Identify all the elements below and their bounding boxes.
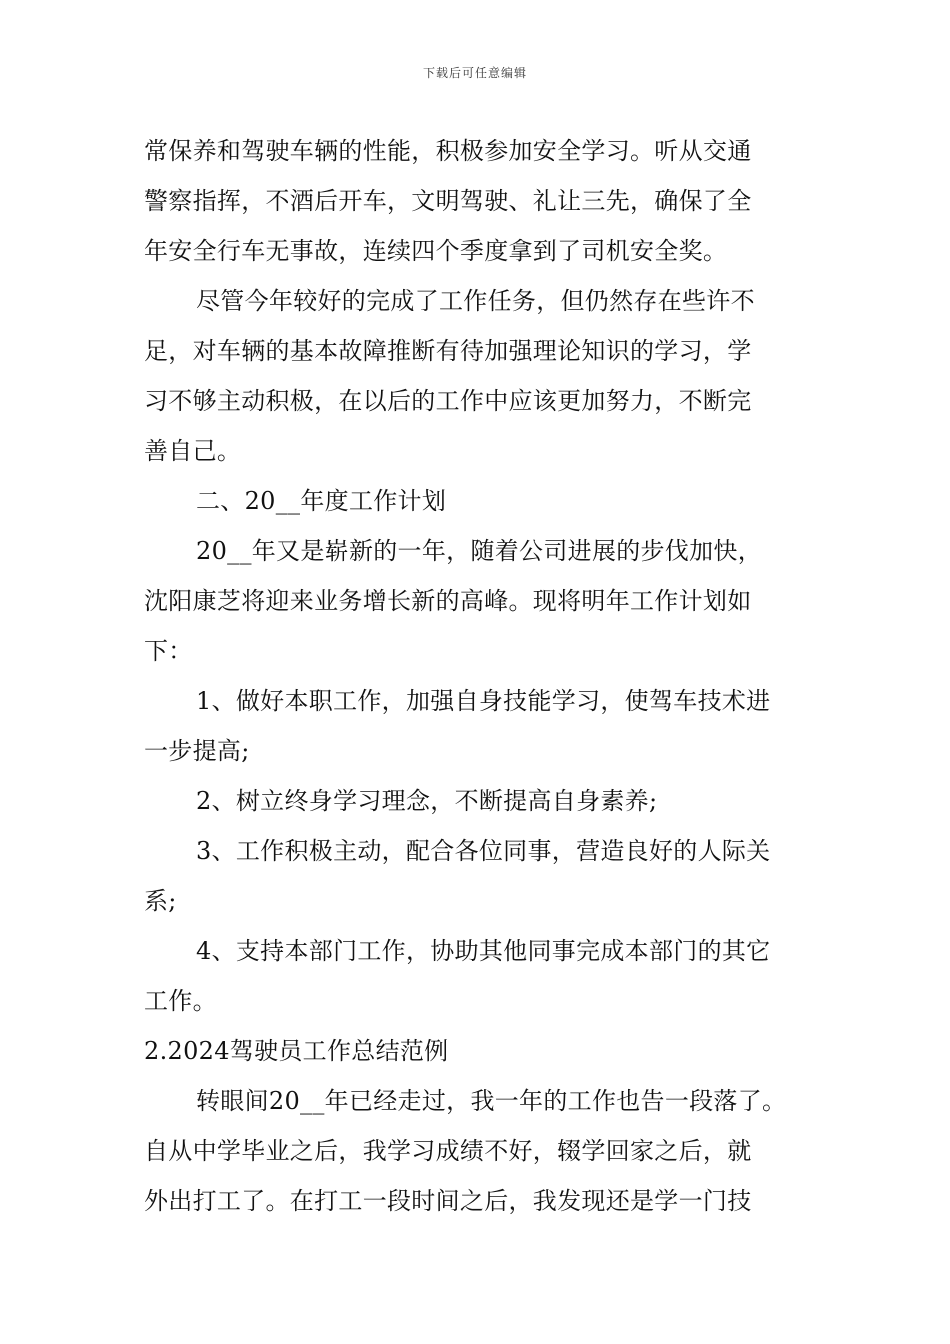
text-line: 习不够主动积极，在以后的工作中应该更加努力，不断完 <box>144 387 752 415</box>
page-header: 下载后可任意编辑 <box>422 66 527 80</box>
list-item: 4、支持本部门工作，协助其他同事完成本部门的其它 <box>196 937 771 965</box>
section-heading: 二、20__年度工作计划 <box>196 487 447 515</box>
text-line: 尽管今年较好的完成了工作任务，但仍然存在些许不 <box>196 287 755 315</box>
text-line: 常保养和驾驶车辆的性能，积极参加安全学习。听从交通 <box>144 137 752 165</box>
text-line: 善自己。 <box>144 437 242 465</box>
article-title: 2.2024驾驶员工作总结范例 <box>144 1037 449 1065</box>
text-line: 下： <box>144 637 193 665</box>
list-item: 1、做好本职工作，加强自身技能学习，使驾车技术进 <box>196 687 771 715</box>
text-line: 系; <box>144 887 177 915</box>
text-line: 年安全行车无事故，连续四个季度拿到了司机安全奖。 <box>144 237 728 265</box>
list-item: 3、工作积极主动，配合各位同事，营造良好的人际关 <box>196 837 771 865</box>
text-line: 外出打工了。在打工一段时间之后，我发现还是学一门技 <box>144 1187 752 1215</box>
list-item: 2、树立终身学习理念，不断提高自身素养; <box>196 787 658 815</box>
text-line: 20__年又是崭新的一年，随着公司进展的步伐加快， <box>196 537 763 565</box>
text-line: 自从中学毕业之后，我学习成绩不好，辍学回家之后，就 <box>144 1137 752 1165</box>
text-line: 沈阳康芝将迎来业务增长新的高峰。现将明年工作计划如 <box>144 587 752 615</box>
text-line: 足，对车辆的基本故障推断有待加强理论知识的学习，学 <box>144 337 752 365</box>
text-line: 一步提高; <box>144 737 250 765</box>
text-line: 工作。 <box>144 987 217 1015</box>
text-line: 转眼间20__年已经走过，我一年的工作也告一段落了。 <box>196 1087 787 1115</box>
document-body <box>144 126 844 1226</box>
text-line: 警察指挥，不酒后开车，文明驾驶、礼让三先，确保了全 <box>144 187 752 215</box>
